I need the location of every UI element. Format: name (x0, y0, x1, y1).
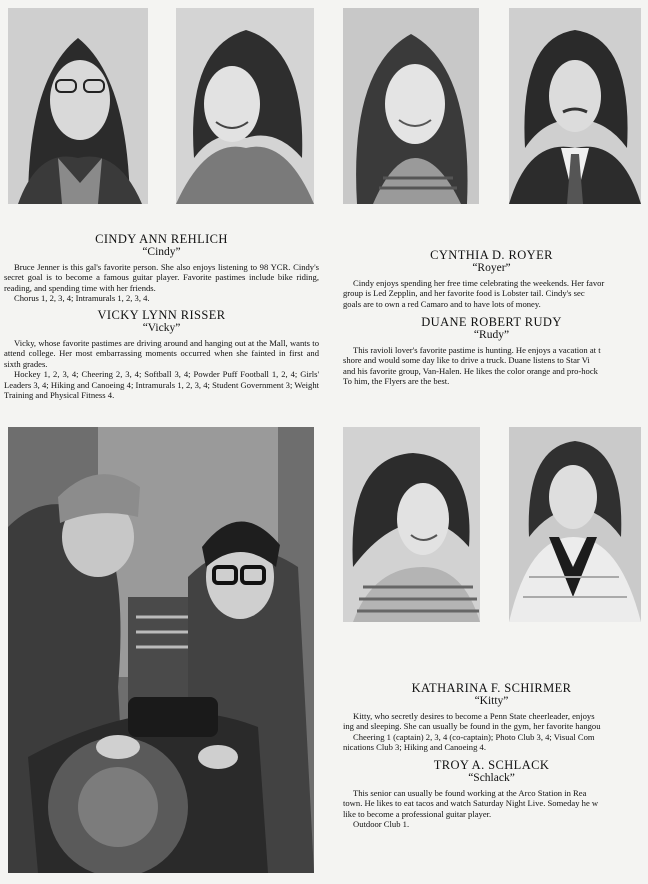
student-name: DUANE ROBERT RUDY (421, 315, 562, 329)
portrait-graphic (176, 8, 314, 204)
student-bio-line: shore and would some day like to drive a truck. Duane listens to Star Vi (343, 355, 590, 366)
portrait-vicky-risser (176, 8, 314, 204)
student-activities: Chorus 1, 2, 3, 4; Intramurals 1, 2, 3, 4. (14, 293, 150, 304)
student-bio-line: like to become a professional guitar player. (343, 808, 492, 819)
student-name: KATHARINA F. SCHIRMER (411, 681, 572, 695)
candid-photo-machine-shop (8, 427, 314, 873)
student-bio-line: Kitty, who secretly desires to become a Penn State cheerleader, enjoys (353, 711, 595, 721)
student-bio-line: This ravioli lover's favorite pastime is hunting. He enjoys a vacation at t (353, 345, 601, 355)
student-bio-line: town. He likes to eat tacos and watch Saturday Night Live. Someday he w (343, 798, 599, 809)
student-bio: Vicky, whose favorite pastimes are driving around and hanging out at the Mall, wants to attend college. Her most embarrassing moments occurred when she fainted in first and sixth grades. (4, 338, 319, 369)
student-name: CINDY ANN REHLICH (95, 232, 228, 246)
portrait-cynthia-royer (343, 8, 479, 204)
student-nickname: “Cindy” (142, 246, 181, 258)
student-nickname: “Schlack” (468, 772, 515, 784)
portrait-duane-rudy (509, 8, 641, 204)
student-bio-line: group is Led Zepplin, and her favorite food is Lobster tail. Cindy's sec (343, 288, 585, 299)
student-bio-line: To him, the Flyers are the best. (343, 376, 450, 387)
portrait-graphic (343, 427, 480, 622)
bio-cindy-rehlich (4, 232, 319, 304)
student-nickname: “Vicky” (142, 322, 181, 334)
student-bio-line: Cindy enjoys spending her free time celebrating the weekends. Her favor (353, 278, 605, 288)
student-bio: Bruce Jenner is this gal's favorite person. She also enjoys listening to 98 YCR. Cindy's secret goal is to become a famous guitar player. Favorite pastimes include bike riding, reading, and spending time with her friends. (4, 262, 319, 293)
student-activities: Cheering 1 (captain) 2, 3, 4 (co-captain); Photo Club 3, 4; Visual Com (353, 731, 595, 742)
portrait-cindy-rehlich (8, 8, 148, 204)
bio-katharina-schirmer (343, 681, 640, 753)
student-activities: Hockey 1, 2, 3, 4; Cheering 2, 3, 4; Softball 3, 4; Powder Puff Football 1, 2, 4; Girls' Leaders 3, 4; Hiking and Canoeing 4; Intramurals 1, 2, 3, 4; Student Government 3; Weight Training and Physical Fitness 4. (4, 369, 319, 401)
student-nickname: “Royer” (472, 262, 511, 274)
student-bio-line: and his favorite group, Van-Halen. He likes the color orange and pro-hock (343, 365, 598, 376)
student-activities: nications Club 3; Hiking and Canoeing 4. (343, 742, 486, 753)
portrait-graphic (509, 427, 641, 622)
portrait-graphic (8, 8, 148, 204)
bio-vicky-risser (4, 308, 319, 400)
portrait-graphic (343, 8, 479, 204)
candid-graphic (8, 427, 314, 873)
student-name: VICKY LYNN RISSER (97, 308, 226, 322)
student-bio-line: goals are to own a red Camaro and to have lots of money. (343, 298, 541, 309)
student-activities: Outdoor Club 1. (353, 819, 410, 830)
portrait-katharina-schirmer (343, 427, 480, 622)
student-name: CYNTHIA D. ROYER (430, 248, 553, 262)
bio-cynthia-royer (343, 248, 640, 309)
student-nickname: “Rudy” (473, 329, 510, 341)
student-bio-line: This senior can usually be found working at the Arco Station in Rea (353, 788, 587, 798)
portrait-troy-schlack (509, 427, 641, 622)
bio-troy-schlack (343, 758, 640, 830)
bio-duane-rudy (343, 315, 640, 387)
student-nickname: “Kitty” (474, 695, 509, 707)
student-name: TROY A. SCHLACK (433, 758, 550, 772)
portrait-graphic (509, 8, 641, 204)
student-bio-line: ing and sleeping. She can usually be found in the gym, her favorite hangou (343, 721, 601, 732)
